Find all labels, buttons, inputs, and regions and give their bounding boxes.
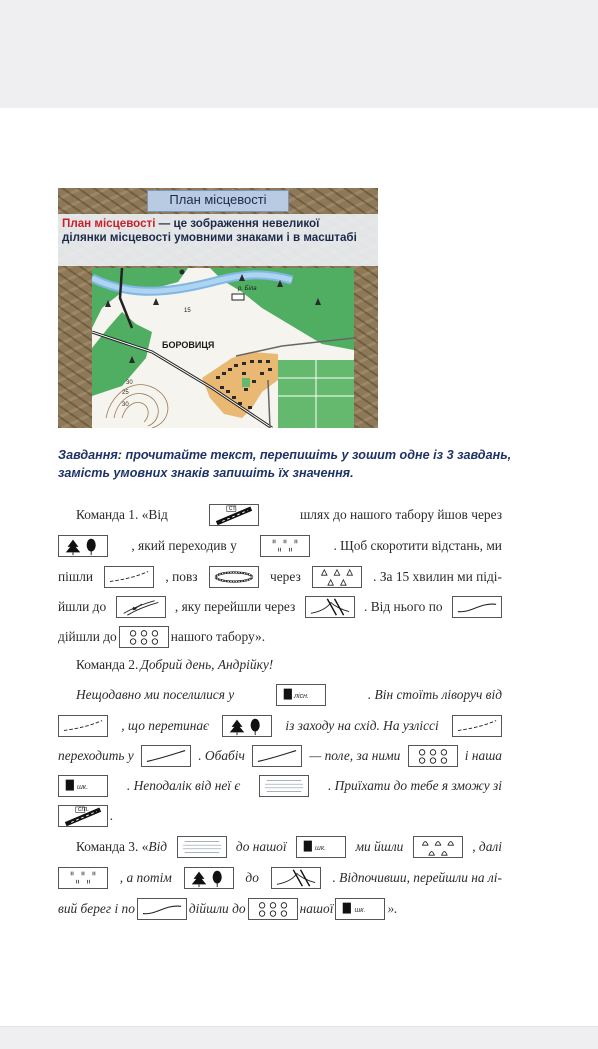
path-symbol — [58, 715, 108, 737]
definition-box — [58, 214, 378, 266]
command3-text: ». — [387, 901, 398, 916]
station-abbr: ст. — [78, 806, 90, 813]
coniferous-shrub-symbol — [312, 566, 362, 588]
command2-heading — [58, 652, 502, 678]
command1-text: , повз — [165, 569, 198, 584]
path-symbol — [452, 715, 502, 737]
command3-text: , далі — [472, 839, 502, 854]
path-symbol — [104, 566, 154, 588]
command1-text: . За 15 хвилин ми піді- — [373, 569, 502, 584]
command1-text: пішли — [58, 569, 94, 584]
command1-text: через — [269, 569, 301, 584]
command2-text: . Неподалік від неї є — [126, 778, 241, 793]
bridge-symbol — [271, 867, 321, 889]
school-symbol — [335, 898, 385, 920]
deciduous-shrub-symbol — [413, 836, 463, 858]
command2-text: . Обабіч — [198, 748, 245, 763]
command1-text: нашого табору». — [170, 629, 266, 644]
dirt-road-symbol — [137, 898, 187, 920]
river-label: р. Біла — [238, 286, 257, 292]
school-symbol — [58, 775, 108, 797]
command2-text: переходить у — [58, 748, 134, 763]
panel-title-box — [147, 190, 289, 212]
definition-body: — це зображення невеликої ділянки місцевості умовними знаками і в масштабі — [62, 217, 357, 244]
railway-station-symbol — [58, 805, 108, 827]
mixed-forest-symbol — [222, 715, 272, 737]
command2-text: , що перетинає — [121, 718, 209, 733]
mixed-forest-symbol — [184, 867, 234, 889]
command2-text: із заходу на схід. На узліссі — [285, 718, 439, 733]
command2-greeting: Добрий день, Андрійку! — [140, 657, 274, 672]
command1-line2 — [58, 533, 502, 559]
command2-text: . Він стоїть ліворуч від — [367, 687, 502, 702]
command3-line2 — [58, 865, 502, 891]
command2-line4 — [58, 773, 502, 799]
command3-text: до нашої — [235, 839, 287, 854]
command3-text: до — [245, 870, 259, 885]
command1-text: дійшли до — [58, 629, 117, 644]
command3-title: Команда 3. « — [76, 839, 149, 854]
forester-house-symbol — [276, 684, 326, 706]
command2-line3 — [58, 743, 502, 769]
orchard-symbol — [248, 898, 298, 920]
railway-station-symbol — [209, 504, 259, 526]
command3-text: дійшли до — [188, 901, 246, 916]
river-flow-symbol — [116, 596, 166, 618]
command2-text: . Приїхати до тебе я зможу зі — [327, 778, 502, 793]
orchard-symbol — [408, 745, 458, 767]
bridge-symbol — [305, 596, 355, 618]
school-abbr: шк. — [315, 845, 327, 852]
command1-text: шлях до нашого табору йшов через — [299, 507, 502, 522]
command1-line4 — [58, 594, 502, 620]
command2-text: . — [110, 808, 114, 823]
dirt-road-symbol — [252, 745, 302, 767]
command2-title: Команда 2. — [76, 657, 139, 672]
dirt-road-symbol — [452, 596, 502, 618]
command2-line1 — [58, 682, 502, 708]
command2-text: і наша — [464, 748, 502, 763]
pond-symbol — [259, 775, 309, 797]
task-instruction: Завдання: прочитайте текст, перепишіть у зошит одне із 3 завдань, замість умовних знаків запишіть їх значення. — [58, 448, 512, 480]
panel-title: План місцевості — [169, 192, 267, 207]
orchard-symbol — [119, 626, 169, 648]
school-symbol — [296, 836, 346, 858]
command1-text: йшли до — [58, 599, 107, 614]
command1-line5 — [58, 624, 502, 650]
command3-text: ми йшли — [355, 839, 404, 854]
mixed-forest-symbol — [58, 535, 108, 557]
meadow-symbol — [58, 867, 108, 889]
command1-text: . Від нього по — [364, 599, 443, 614]
contour-label-30-bottom: 30 — [122, 402, 129, 408]
command2-line5 — [58, 803, 502, 829]
station-abbr: ст. — [228, 505, 237, 512]
command2-line2 — [58, 713, 502, 739]
definition-text — [62, 217, 362, 245]
pond-symbol — [177, 836, 227, 858]
command1-line3 — [58, 564, 502, 590]
command3-text: Від — [148, 839, 168, 854]
dirt-road-symbol — [141, 745, 191, 767]
elevation-label: 15 — [184, 308, 191, 314]
command3-text: вий берег і по — [58, 901, 135, 916]
contour-label-30-top: 30 — [126, 380, 133, 386]
local-plan-map — [92, 268, 354, 428]
command1-line1 — [58, 502, 502, 528]
meadow-symbol — [260, 535, 310, 557]
fence-symbol — [209, 566, 259, 588]
school-abbr: шк. — [354, 907, 366, 914]
command1-title: Команда 1. «Від — [76, 507, 168, 522]
school-abbr: шк. — [77, 784, 89, 791]
command3-line1 — [58, 834, 502, 860]
forester-abbr: лісн. — [294, 693, 309, 700]
command2-text: — поле, за ними — [309, 748, 401, 763]
contour-label-25: 25 — [122, 390, 129, 396]
map-illustration — [58, 188, 378, 428]
command3-line3 — [58, 896, 502, 922]
command3-text: нашої — [299, 901, 334, 916]
command3-text: , а потім — [119, 870, 172, 885]
top-margin — [0, 0, 598, 108]
village-label: БОРОВИЦЯ — [162, 340, 215, 350]
definition-term: План місцевості — [62, 217, 156, 230]
command3-text: . Відпочивши, перейшли на лі- — [332, 870, 502, 885]
command2-text: Нещодавно ми поселилися у — [76, 687, 235, 702]
command1-text: , який переходив у — [131, 538, 237, 553]
bottom-margin — [0, 1026, 598, 1049]
command1-text: . Щоб скоротити відстань, ми — [333, 538, 502, 553]
command1-text: , яку перейшли через — [174, 599, 296, 614]
